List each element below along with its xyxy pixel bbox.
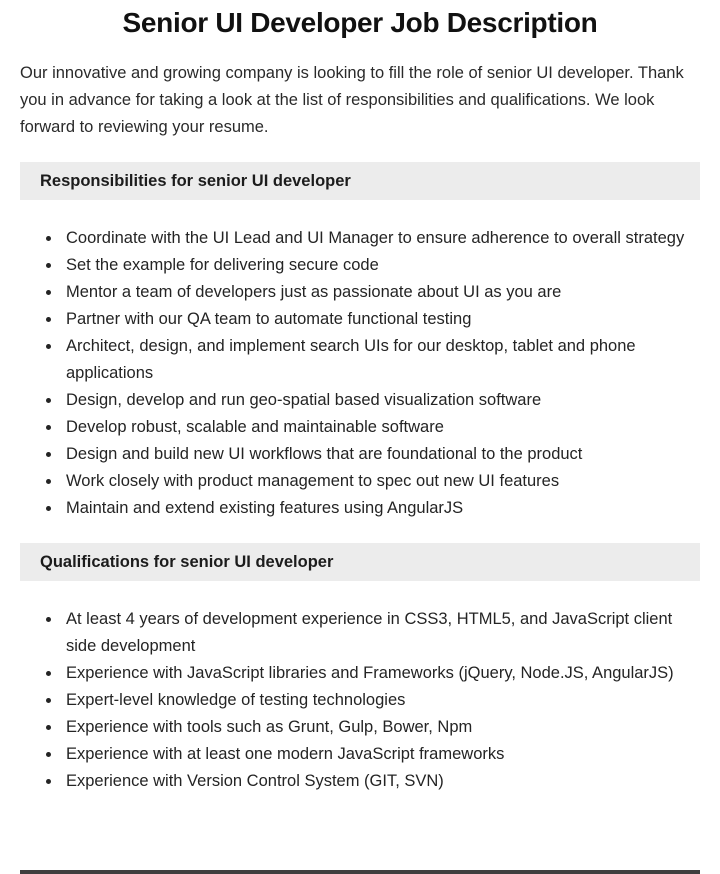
list-item: • Mentor a team of developers just as passionate about UI as you are [62, 279, 700, 306]
list-item: • Maintain and extend existing features using AngularJS [62, 495, 700, 522]
section-header-qualifications-label: Qualifications for senior UI developer [40, 553, 334, 571]
list-item: • Coordinate with the UI Lead and UI Manager to ensure adherence to overall strategy [62, 225, 700, 252]
list-item: • Partner with our QA team to automate functional testing [62, 306, 700, 333]
list-item: • Design and build new UI workflows that are foundational to the product [62, 441, 700, 468]
section-header-responsibilities [20, 162, 700, 200]
list-item: • Architect, design, and implement search UIs for our desktop, tablet and phone applications [62, 333, 700, 387]
responsibilities-list [20, 225, 700, 522]
intro-paragraph: Our innovative and growing company is looking to fill the role of senior UI developer. Thank you in advance for taking a look at the list of responsibilities and qualifications. We look forward to reviewing your resume. [20, 64, 684, 136]
section-header-responsibilities-label: Responsibilities for senior UI developer [40, 172, 351, 190]
next-section-top-edge [20, 870, 700, 874]
list-item: • Experience with JavaScript libraries and Frameworks (jQuery, Node.JS, AngularJS) [62, 660, 700, 687]
list-item: • Expert-level knowledge of testing technologies [62, 687, 700, 714]
list-item: • Develop robust, scalable and maintainable software [62, 414, 700, 441]
list-item: • Experience with Version Control System (GIT, SVN) [62, 768, 700, 795]
qualifications-list [20, 606, 700, 795]
list-item: • At least 4 years of development experience in CSS3, HTML5, and JavaScript client side development [62, 606, 700, 660]
section-header-qualifications [20, 543, 700, 581]
list-item: • Experience with tools such as Grunt, Gulp, Bower, Npm [62, 714, 700, 741]
page-title: Senior UI Developer Job Description [122, 7, 598, 38]
job-description-page [0, 6, 720, 795]
list-item: • Design, develop and run geo-spatial based visualization software [62, 387, 700, 414]
list-item: • Work closely with product management to spec out new UI features [62, 468, 700, 495]
list-item: • Set the example for delivering secure code [62, 252, 700, 279]
list-item: • Experience with at least one modern JavaScript frameworks [62, 741, 700, 768]
